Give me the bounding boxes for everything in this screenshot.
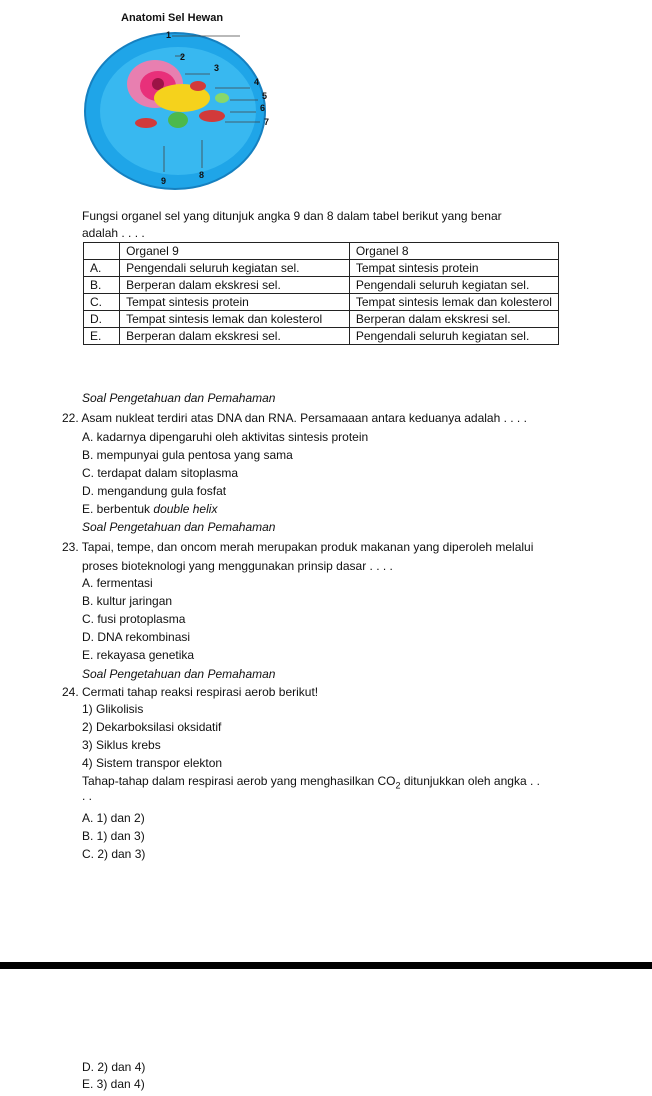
label-7: 7 xyxy=(264,117,270,127)
q24-question-line2: . . xyxy=(82,789,93,803)
q24-option-b[interactable]: B. 1) dan 3) xyxy=(82,829,145,843)
q21-stem-line2: adalah . . . . xyxy=(82,226,145,240)
mitochondrion-1 xyxy=(199,110,225,122)
label-1: 1 xyxy=(166,30,172,40)
q22-option-e[interactable] xyxy=(82,501,217,517)
q24-question-pre: Tahap-tahap dalam respirasi aerob yang menghasilkan CO xyxy=(82,774,396,788)
option-letter: C. xyxy=(84,294,120,311)
organel8-cell: Pengendali seluruh kegiatan sel. xyxy=(349,328,558,345)
lysosome xyxy=(168,112,188,128)
table-header-cell xyxy=(84,243,120,260)
mitochondrion-3 xyxy=(190,81,206,91)
page-divider-bar xyxy=(0,962,652,969)
q24-option-a[interactable]: A. 1) dan 2) xyxy=(82,811,145,825)
option-letter: E. xyxy=(84,328,120,345)
table-header-cell: Organel 8 xyxy=(349,243,558,260)
label-3: 3 xyxy=(214,63,220,73)
table-row[interactable] xyxy=(84,294,559,311)
label-6: 6 xyxy=(260,103,266,113)
q22-option-d[interactable]: D. mengandung gula fosfat xyxy=(82,484,227,498)
q21-stem-line1: Fungsi organel sel yang ditunjuk angka 9 dan 8 dalam tabel berikut yang benar xyxy=(82,209,502,223)
q21-category: Soal Pengetahuan dan Pemahaman xyxy=(82,391,276,405)
q22-option-a[interactable]: A. kadarnya dipengaruhi oleh aktivitas sintesis protein xyxy=(82,430,369,444)
q23-option-e[interactable]: E. rekayasa genetika xyxy=(82,648,195,662)
q22-stem: 22. Asam nukleat terdiri atas DNA dan RNA. Persamaaan antara keduanya adalah . . . . xyxy=(62,411,527,425)
organel9-cell: Tempat sintesis protein xyxy=(120,294,350,311)
table-row[interactable] xyxy=(84,311,559,328)
table-row[interactable] xyxy=(84,277,559,294)
q24-step-3: 3) Siklus krebs xyxy=(82,738,161,752)
q24-question-post: ditunjukkan oleh angka . . xyxy=(400,774,540,788)
label-8: 8 xyxy=(199,170,205,180)
q21-options-table xyxy=(83,242,559,345)
organel9-cell: Berperan dalam ekskresi sel. xyxy=(120,328,350,345)
q23-stem-line2: proses bioteknologi yang menggunakan prinsip dasar . . . . xyxy=(82,559,393,573)
q23-option-a[interactable]: A. fermentasi xyxy=(82,576,153,590)
q23-category: Soal Pengetahuan dan Pemahaman xyxy=(82,667,276,681)
label-2: 2 xyxy=(180,52,186,62)
organel8-cell: Tempat sintesis protein xyxy=(349,260,558,277)
table-row[interactable] xyxy=(84,328,559,345)
table-row[interactable] xyxy=(84,260,559,277)
label-4: 4 xyxy=(254,77,260,87)
organel8-cell: Pengendali seluruh kegiatan sel. xyxy=(349,277,558,294)
figure-title: Anatomi Sel Hewan xyxy=(121,12,224,24)
label-5: 5 xyxy=(262,91,268,101)
q23-stem-line1: 23. Tapai, tempe, dan oncom merah merupakan produk makanan yang diperoleh melalui xyxy=(62,540,534,554)
q23-option-c[interactable]: C. fusi protoplasma xyxy=(82,612,186,626)
q23-option-b[interactable]: B. kultur jaringan xyxy=(82,594,173,608)
option-letter: D. xyxy=(84,311,120,328)
table-header-row xyxy=(84,243,559,260)
q24-step-1: 1) Glikolisis xyxy=(82,702,144,716)
vacuole xyxy=(215,93,229,103)
organel9-cell: Berperan dalam ekskresi sel. xyxy=(120,277,350,294)
co2-subscript: 2 xyxy=(395,780,401,791)
q24-option-e[interactable]: E. 3) dan 4) xyxy=(82,1077,145,1091)
option-letter: A. xyxy=(84,260,120,277)
organel8-cell: Berperan dalam ekskresi sel. xyxy=(349,311,558,328)
q24-question xyxy=(82,773,540,793)
option-letter: B. xyxy=(84,277,120,294)
q22-option-c[interactable]: C. terdapat dalam sitoplasma xyxy=(82,466,239,480)
label-9: 9 xyxy=(161,176,167,186)
table-header-cell: Organel 9 xyxy=(120,243,350,260)
q23-option-d[interactable]: D. DNA rekombinasi xyxy=(82,630,191,644)
q22-option-e-text: E. berbentuk xyxy=(82,502,154,516)
q24-step-4: 4) Sistem transpor elekton xyxy=(82,756,223,770)
q24-stem: 24. Cermati tahap reaksi respirasi aerob berikut! xyxy=(62,685,319,699)
q24-option-c[interactable]: C. 2) dan 3) xyxy=(82,847,146,861)
organel9-cell: Tempat sintesis lemak dan kolesterol xyxy=(120,311,350,328)
q22-option-b[interactable]: B. mempunyai gula pentosa yang sama xyxy=(82,448,293,462)
q22-category: Soal Pengetahuan dan Pemahaman xyxy=(82,520,276,534)
mitochondrion-2 xyxy=(135,118,157,128)
q22-option-e-italic: double helix xyxy=(153,502,218,516)
organel9-cell: Pengendali seluruh kegiatan sel. xyxy=(120,260,350,277)
organel8-cell: Tempat sintesis lemak dan kolesterol xyxy=(349,294,558,311)
q24-step-2: 2) Dekarboksilasi oksidatif xyxy=(82,720,222,734)
q24-option-d[interactable]: D. 2) dan 4) xyxy=(82,1060,146,1074)
